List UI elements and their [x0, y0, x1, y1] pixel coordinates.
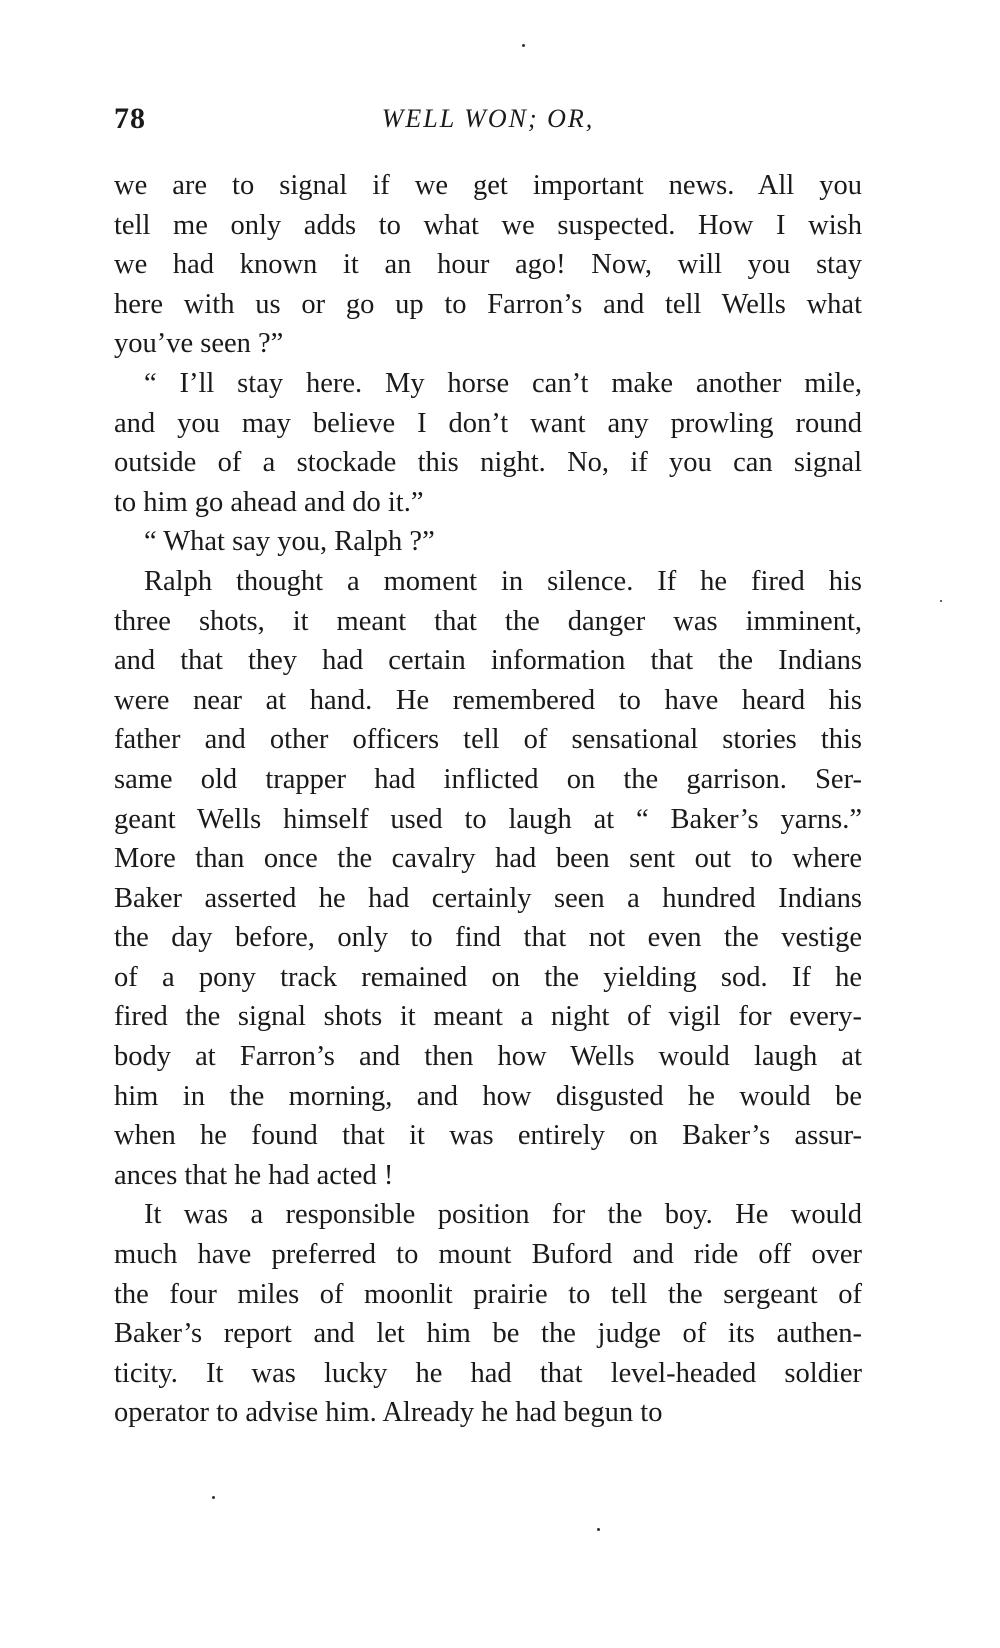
text-line: “ I’ll stay here. My horse can’t make another mile, — [144, 367, 862, 399]
print-speck — [212, 1496, 215, 1499]
text-line: the four miles of moonlit prairie to tell the sergeant of — [114, 1278, 862, 1310]
text-line: here with us or go up to Farron’s and tell Wells what — [114, 288, 862, 320]
paragraph — [114, 364, 862, 522]
text-line: operator to advise him. Already he had begun to — [114, 1397, 663, 1429]
text-line: More than once the cavalry had been sent out to where — [114, 843, 862, 875]
text-line: of a pony track remained on the yielding sod. If he — [114, 961, 862, 993]
paragraph — [114, 1195, 862, 1433]
paragraph — [114, 522, 862, 562]
text-line: “ What say you, Ralph ?” — [144, 526, 435, 558]
text-line: you’ve seen ?” — [114, 328, 284, 360]
text-line: were near at hand. He remembered to have heard his — [114, 684, 862, 716]
text-line: Baker asserted he had certainly seen a hundred Indians — [114, 882, 862, 914]
text-line: ances that he had acted ! — [114, 1159, 394, 1191]
text-line: Baker’s report and let him be the judge of its authen- — [114, 1318, 862, 1350]
text-line: to him go ahead and do it.” — [114, 486, 424, 518]
text-line: tell me only adds to what we suspected. How I wish — [114, 209, 862, 241]
running-title: WELL WON; OR, — [381, 104, 595, 133]
text-line: him in the morning, and how disgusted he would be — [114, 1080, 862, 1112]
text-line: when he found that it was entirely on Baker’s assur- — [114, 1120, 862, 1152]
text-line: outside of a stockade this night. No, if you can signal — [114, 447, 862, 479]
text-line: father and other officers tell of sensational stories this — [114, 724, 862, 756]
text-line: It was a responsible position for the boy. He would — [144, 1199, 862, 1231]
text-line: and that they had certain information that the Indians — [114, 645, 862, 677]
page-number: 78 — [114, 102, 146, 135]
text-line: and you may believe I don’t want any prowling round — [114, 407, 862, 439]
text-line: we are to signal if we get important news. All you — [114, 170, 862, 201]
text-line: same old trapper had inflicted on the garrison. Ser- — [114, 763, 862, 795]
running-head — [114, 102, 862, 142]
text-line: three shots, it meant that the danger was imminent, — [114, 605, 862, 637]
text-line: body at Farron’s and then how Wells would laugh at — [114, 1041, 862, 1073]
text-line: geant Wells himself used to laugh at “ Baker’s yarns.” — [114, 803, 862, 835]
print-speck — [597, 1528, 600, 1531]
text-line: Ralph thought a moment in silence. If he fired his — [144, 565, 862, 597]
paragraph — [114, 562, 862, 1196]
body-text — [114, 166, 862, 1433]
text-line: much have preferred to mount Buford and ride off over — [114, 1239, 862, 1271]
text-line: the day before, only to find that not even the vestige — [114, 922, 862, 954]
print-speck — [522, 44, 525, 47]
paragraph — [114, 166, 862, 364]
text-line: we had known it an hour ago! Now, will you stay — [114, 249, 862, 281]
text-line: fired the signal shots it meant a night of vigil for every- — [114, 1001, 862, 1033]
text-line: ticity. It was lucky he had that level-headed soldier — [114, 1357, 862, 1389]
print-speck — [940, 600, 942, 602]
